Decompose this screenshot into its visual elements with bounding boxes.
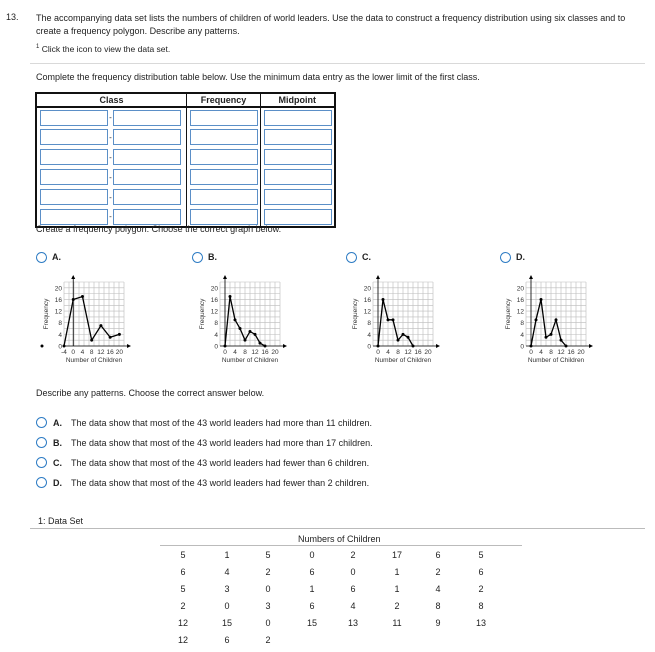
frequency-polygon-chart: [504, 272, 594, 372]
data-set-heading-rule: [160, 545, 522, 546]
x-axis-arrow: [127, 344, 131, 348]
x-tick-label: 8: [89, 349, 94, 356]
frequency-input[interactable]: [190, 149, 258, 165]
table-row: [36, 147, 335, 167]
polygon-point: [72, 298, 75, 301]
data-set-note[interactable]: [36, 44, 170, 54]
polygon-point: [382, 298, 385, 301]
polygon-point: [545, 336, 548, 339]
polygon-point: [109, 336, 112, 339]
class-cell: [36, 127, 187, 147]
polygon-option-radio[interactable]: [36, 252, 47, 263]
frequency-polygon-chart: [351, 272, 441, 372]
describe-question: Describe any patterns. Choose the correct answer below.: [36, 388, 265, 398]
x-tick-label: 4: [539, 349, 543, 356]
polygon-point: [560, 339, 563, 342]
y-tick-label: 16: [516, 296, 524, 304]
polygon-point: [239, 327, 242, 330]
footnote-marker: 1: [36, 44, 40, 51]
y-axis-label: Frequency: [352, 298, 359, 330]
data-set-value: 15: [221, 618, 232, 628]
polygon-point: [397, 339, 400, 342]
answer-radio[interactable]: [36, 477, 47, 488]
x-tick-label: -4: [61, 349, 67, 356]
x-tick-label: 4: [233, 349, 237, 356]
polygon-point: [254, 333, 257, 336]
y-axis-label: Frequency: [505, 298, 512, 330]
frequency-cell: [187, 187, 261, 207]
answer-option[interactable]: [36, 437, 373, 448]
y-axis-label: Frequency: [199, 298, 206, 330]
x-tick-label: 8: [243, 349, 247, 356]
x-tick-label: 20: [271, 349, 279, 356]
x-tick-label: 16: [261, 349, 269, 356]
table-row: [36, 167, 335, 187]
polygon-point: [41, 345, 44, 348]
class-cell: [36, 107, 187, 127]
polygon-point: [264, 345, 267, 348]
frequency-table-body: [36, 107, 335, 227]
y-tick-label: 20: [210, 285, 218, 293]
polygon-point: [259, 342, 262, 345]
y-tick-label: 20: [363, 285, 371, 293]
data-set-value: 4: [435, 584, 441, 594]
polygon-option-radio[interactable]: [192, 252, 203, 263]
midpoint-input[interactable]: [264, 110, 332, 126]
polygon-option-label: C.: [362, 252, 371, 262]
data-set-value: 2: [265, 567, 271, 577]
class-lower-input[interactable]: [40, 189, 108, 205]
x-tick-label: 0: [529, 349, 533, 356]
answer-text: The data show that most of the 43 world leaders had fewer than 6 children.: [71, 457, 370, 468]
table-row: [36, 127, 335, 147]
x-axis-arrow: [589, 344, 593, 348]
class-cell: [36, 187, 187, 207]
y-tick-label: 8: [520, 320, 524, 328]
note-text: Click the icon to view the data set.: [41, 44, 171, 54]
frequency-cell: [187, 127, 261, 147]
polygon-question: Create a frequency polygon. Choose the correct graph below.: [36, 224, 282, 234]
table-row: [36, 107, 335, 127]
midpoint-input[interactable]: [264, 129, 332, 145]
data-set-value: 8: [435, 601, 441, 611]
data-set-value: 2: [350, 550, 356, 560]
polygon-point: [402, 333, 405, 336]
polygon-point: [407, 336, 410, 339]
x-tick-label: 12: [251, 349, 259, 356]
answer-radio[interactable]: [36, 417, 47, 428]
y-tick-label: 16: [210, 296, 218, 304]
x-tick-label: 12: [557, 349, 565, 356]
data-set-value: 1: [394, 584, 400, 594]
data-set-value: 1: [394, 567, 400, 577]
x-axis-label: Number of Children: [221, 357, 279, 364]
data-set-value: 6: [478, 567, 484, 577]
data-set-value: 1: [224, 550, 230, 560]
y-tick-label: 4: [520, 331, 524, 339]
data-set-value: 2: [265, 635, 271, 645]
frequency-input[interactable]: [190, 189, 258, 205]
polygon-point: [550, 333, 553, 336]
answer-label: B.: [53, 437, 62, 448]
data-set-value: 9: [435, 618, 441, 628]
data-set-value: 5: [265, 550, 271, 560]
midpoint-input[interactable]: [264, 189, 332, 205]
x-axis-arrow: [436, 344, 440, 348]
midpoint-input[interactable]: [264, 209, 332, 225]
polygon-point: [249, 330, 252, 333]
x-tick-label: 4: [80, 349, 85, 356]
y-tick-label: 4: [214, 331, 218, 339]
data-set-value: 13: [347, 618, 358, 628]
polygon-point: [229, 295, 232, 298]
data-set-value: 0: [265, 584, 271, 594]
polygon-point: [555, 318, 558, 321]
polygon-point: [377, 345, 380, 348]
midpoint-cell: [261, 107, 335, 127]
x-tick-label: 16: [414, 349, 422, 356]
midpoint-input[interactable]: [264, 169, 332, 185]
class-upper-input[interactable]: [113, 149, 181, 165]
x-tick-label: 16: [567, 349, 575, 356]
polygon-option-radio[interactable]: [346, 252, 357, 263]
midpoint-input[interactable]: [264, 149, 332, 165]
x-tick-label: 20: [577, 349, 585, 356]
class-lower-input[interactable]: [40, 129, 108, 145]
answer-label: D.: [53, 477, 62, 488]
polygon-point: [530, 345, 533, 348]
y-tick-label: 12: [54, 308, 62, 316]
data-set-value: 6: [309, 567, 315, 577]
divider: [30, 63, 645, 64]
data-set-value: 13: [475, 618, 486, 628]
answer-text: The data show that most of the 43 world leaders had fewer than 2 children.: [71, 477, 370, 488]
question-text: The accompanying data set lists the numbers of children of world leaders. Use the data to construct a frequency distribution using six classes and to create a frequency polygon. Describe any patterns.: [36, 13, 626, 36]
y-tick-label: 8: [367, 320, 371, 328]
frequency-input[interactable]: [190, 209, 258, 225]
class-dash: -: [109, 113, 112, 122]
polygon-point: [535, 318, 538, 321]
data-set-value: 0: [265, 618, 271, 628]
frequency-table: [35, 92, 336, 228]
header-class: Class: [36, 93, 187, 107]
polygon-point: [387, 318, 390, 321]
frequency-input[interactable]: [190, 169, 258, 185]
polygon-point: [234, 318, 237, 321]
x-axis-label: Number of Children: [527, 357, 585, 364]
header-frequency: Frequency: [187, 93, 261, 107]
class-lower-input[interactable]: [40, 110, 108, 126]
data-set-value: 5: [180, 550, 186, 560]
y-tick-label: 8: [214, 320, 218, 328]
data-set-heading: Numbers of Children: [298, 534, 381, 544]
x-axis-arrow: [283, 344, 287, 348]
data-set-value: 1: [309, 584, 315, 594]
table-instruction: Complete the frequency distribution table below. Use the minimum data entry as the lower limit of the first class.: [36, 72, 480, 82]
y-tick-label: 16: [363, 296, 371, 304]
x-tick-label: 4: [386, 349, 390, 356]
polygon-option-label: A.: [52, 252, 61, 262]
data-set-value: 5: [478, 550, 484, 560]
y-axis-arrow: [376, 275, 380, 279]
x-tick-label: 12: [404, 349, 412, 356]
class-upper-input[interactable]: [113, 129, 181, 145]
y-tick-label: 0: [367, 343, 371, 351]
frequency-cell: [187, 107, 261, 127]
class-cell: [36, 147, 187, 167]
data-set-value: 4: [224, 567, 230, 577]
data-set-label: 1: Data Set: [38, 516, 84, 526]
data-set-value: 15: [306, 618, 317, 628]
y-tick-label: 12: [210, 308, 218, 316]
y-tick-label: 20: [54, 285, 62, 293]
polygon-point: [244, 339, 247, 342]
polygon-point: [99, 324, 102, 327]
class-dash: -: [109, 132, 112, 142]
data-set-value: 6: [224, 635, 230, 645]
class-upper-input[interactable]: [113, 189, 181, 205]
y-tick-label: 12: [363, 308, 371, 316]
answer-radio[interactable]: [36, 457, 47, 468]
frequency-cell: [187, 167, 261, 187]
y-tick-label: 4: [367, 331, 371, 339]
polygon-point: [63, 345, 66, 348]
y-axis-arrow: [71, 275, 75, 279]
class-cell: [36, 167, 187, 187]
y-tick-label: 0: [520, 343, 524, 351]
y-tick-label: 12: [516, 308, 524, 316]
y-tick-label: 20: [516, 285, 524, 293]
x-tick-label: 0: [223, 349, 227, 356]
data-set-value: 0: [309, 550, 315, 560]
x-tick-label: 12: [97, 349, 105, 356]
class-dash: -: [109, 212, 112, 221]
answer-label: A.: [53, 417, 62, 428]
data-set-value: 6: [350, 584, 356, 594]
class-dash: -: [109, 192, 112, 202]
data-set-value: 11: [392, 618, 402, 628]
y-tick-label: 16: [54, 296, 62, 304]
midpoint-cell: [261, 167, 335, 187]
class-upper-input[interactable]: [113, 209, 181, 225]
class-upper-input[interactable]: [113, 110, 181, 126]
midpoint-cell: [261, 187, 335, 207]
answer-text: The data show that most of the 43 world leaders had more than 11 children.: [71, 417, 373, 428]
data-set-value: 2: [435, 567, 441, 577]
y-tick-label: 0: [214, 343, 218, 351]
y-axis-arrow: [529, 275, 533, 279]
x-axis-label: Number of Children: [65, 357, 123, 364]
x-tick-label: 8: [549, 349, 553, 356]
x-tick-label: 20: [424, 349, 432, 356]
frequency-cell: [187, 147, 261, 167]
data-set-value: 3: [224, 584, 230, 594]
header-midpoint: Midpoint: [261, 93, 335, 107]
polygon-point: [392, 318, 395, 321]
polygon-option-label: B.: [208, 252, 217, 262]
answer-label: C.: [53, 457, 62, 468]
x-tick-label: 0: [71, 349, 76, 356]
polygon-point: [540, 298, 543, 301]
answer-option[interactable]: [36, 477, 369, 488]
polygon-option-label: D.: [516, 252, 525, 262]
table-row: [36, 187, 335, 207]
data-set-value: 0: [350, 567, 356, 577]
data-set-value: 4: [350, 601, 356, 611]
class-upper-input[interactable]: [113, 169, 181, 185]
polygon-point: [118, 333, 121, 336]
answer-radio[interactable]: [36, 437, 47, 448]
frequency-polygon-chart: [42, 272, 132, 372]
polygon-point: [412, 345, 415, 348]
polygon-option-radio[interactable]: [500, 252, 511, 263]
y-tick-label: 8: [58, 320, 62, 328]
y-tick-label: 0: [58, 343, 62, 351]
data-set-value: 6: [309, 601, 315, 611]
data-set-value: 12: [177, 635, 188, 645]
frequency-polygon-chart: [198, 272, 288, 372]
y-axis-arrow: [223, 275, 227, 279]
class-dash: -: [109, 152, 112, 162]
data-set-value: 6: [435, 550, 441, 560]
polygon-series-line: [64, 297, 119, 346]
data-set-value: 2: [478, 584, 484, 594]
y-axis-label: Frequency: [43, 298, 50, 330]
class-lower-input[interactable]: [40, 169, 108, 185]
x-tick-label: 20: [115, 349, 124, 356]
polygon-point: [224, 345, 227, 348]
x-axis-label: Number of Children: [374, 357, 432, 364]
class-lower-input[interactable]: [40, 209, 108, 225]
data-set-value: 2: [180, 601, 186, 611]
answer-text: The data show that most of the 43 world leaders had more than 17 children.: [71, 437, 373, 448]
x-tick-label: 0: [376, 349, 380, 356]
midpoint-cell: [261, 147, 335, 167]
polygon-point: [565, 345, 568, 348]
class-lower-input[interactable]: [40, 149, 108, 165]
midpoint-cell: [261, 127, 335, 147]
y-tick-label: 4: [58, 331, 62, 339]
polygon-point: [81, 295, 84, 298]
x-tick-label: 16: [106, 349, 114, 356]
data-set-value: 0: [224, 601, 230, 611]
data-set-value: 6: [180, 567, 186, 577]
data-set-value: 2: [394, 601, 400, 611]
frequency-input[interactable]: [190, 110, 258, 126]
data-set-divider: [30, 528, 645, 529]
data-set-value: 8: [478, 601, 484, 611]
answer-option[interactable]: [36, 457, 369, 468]
answer-option[interactable]: [36, 417, 372, 428]
polygon-point: [90, 339, 93, 342]
frequency-input[interactable]: [190, 129, 258, 145]
data-set-value: 3: [265, 601, 271, 611]
class-dash: -: [109, 172, 112, 182]
x-tick-label: 8: [396, 349, 400, 356]
data-set-value: 17: [391, 550, 402, 560]
question-number: 13.: [6, 12, 19, 22]
data-set-value: 5: [180, 584, 186, 594]
data-set-value: 12: [177, 618, 188, 628]
